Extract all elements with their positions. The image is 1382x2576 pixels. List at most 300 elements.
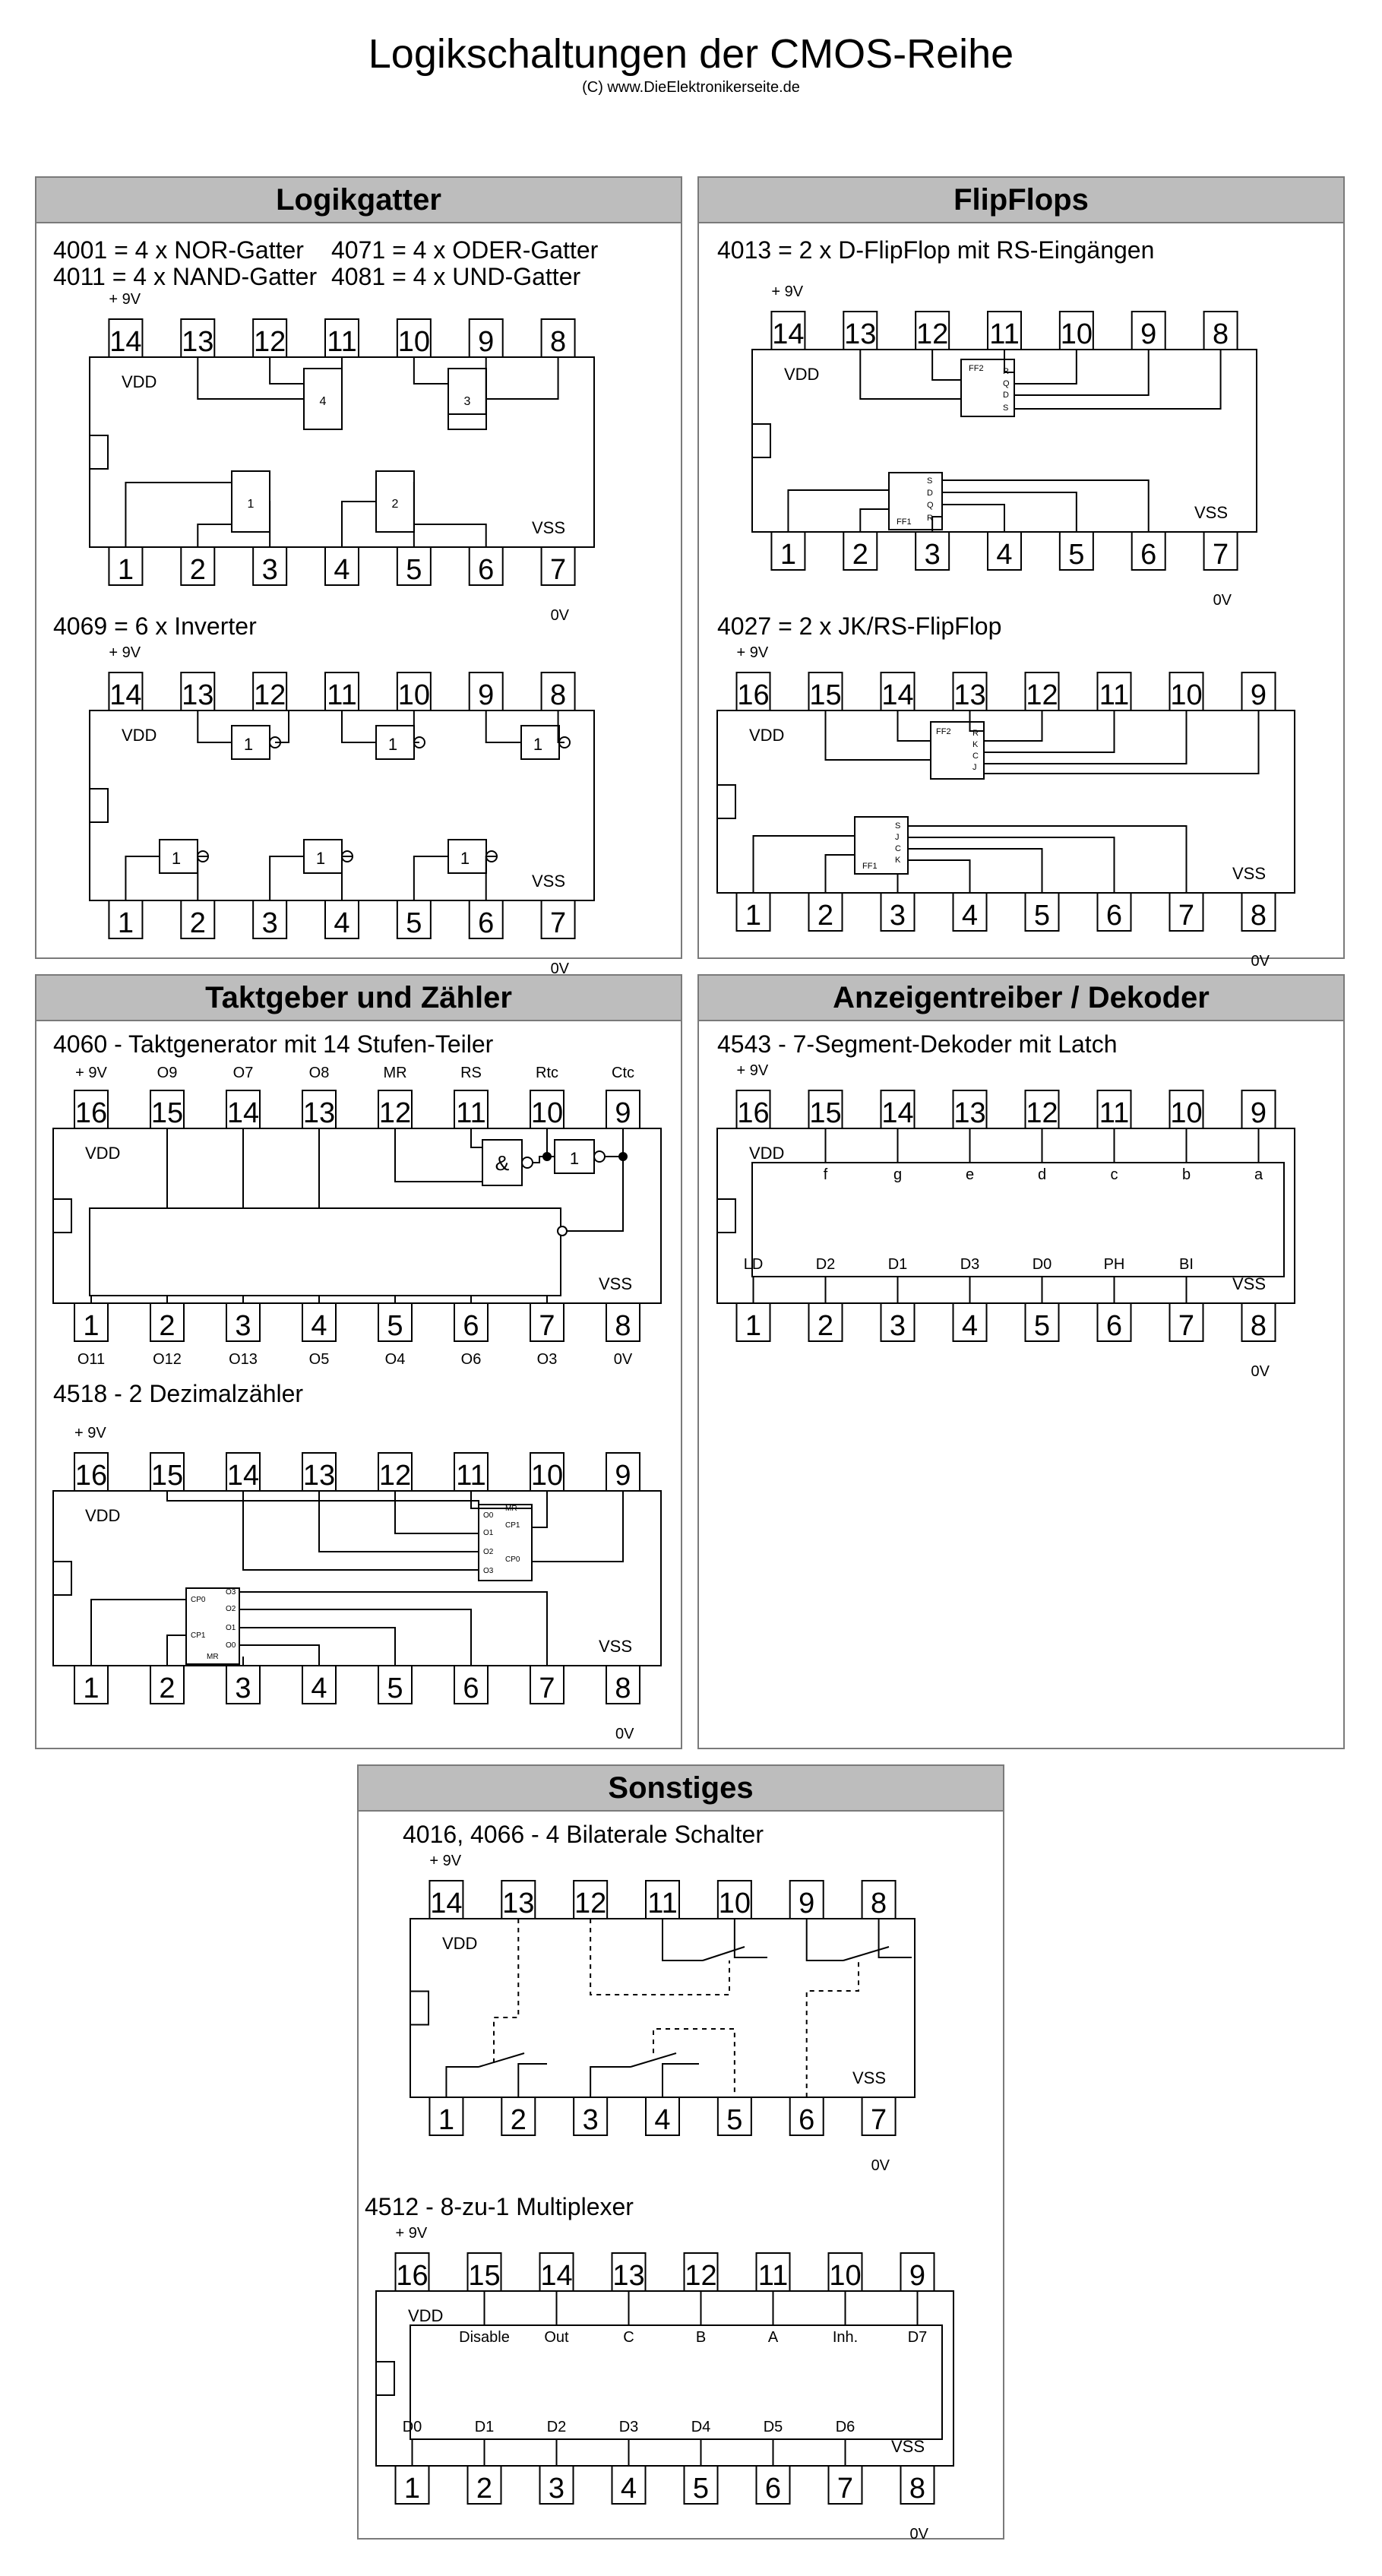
pin-function-label: O13: [229, 1351, 258, 1368]
pin-function-label: O9: [157, 1065, 178, 1081]
ic-notch: [90, 789, 108, 822]
pin-number: 8: [550, 679, 567, 711]
ground-label: 0V: [615, 1726, 634, 1742]
wire: [167, 1635, 186, 1666]
pin-number: 16: [396, 2260, 429, 2292]
pin-number: 2: [476, 2473, 493, 2505]
wire: [590, 1919, 729, 1995]
wire: [342, 856, 353, 900]
pin-number: 2: [189, 907, 206, 939]
chip-title: 4060 - Taktgenerator mit 14 Stufen-Teiler: [53, 1030, 494, 1058]
pin-number: 1: [403, 2473, 421, 2505]
wire: [807, 1960, 859, 2097]
pin-number: 7: [539, 1310, 555, 1342]
ic-notch: [376, 2362, 394, 2395]
pin-function-label: O4: [384, 1351, 406, 1368]
pin-number: 1: [117, 554, 134, 586]
vss-label: VSS: [532, 872, 566, 891]
pin-number: 7: [871, 2104, 887, 2136]
junction-dot: [543, 1153, 551, 1160]
pin-number: 16: [737, 679, 770, 711]
pin-function-label: O7: [232, 1065, 254, 1081]
pin-number: 11: [989, 318, 1020, 350]
ff-pin: S: [895, 821, 901, 831]
wire: [167, 1491, 479, 1516]
pin-number: 9: [1140, 318, 1157, 350]
pin-number: 14: [109, 679, 142, 711]
ff-pin: C: [972, 752, 979, 761]
pin-number: 10: [530, 1097, 564, 1129]
pin-function-label: O3: [536, 1351, 558, 1368]
wire: [984, 710, 1115, 752]
copyright: (C) www.DieElektronikerseite.de: [582, 79, 800, 96]
wire: [843, 1947, 889, 1960]
wire: [908, 837, 1115, 893]
counter-pin: O2: [226, 1605, 236, 1613]
ff-pin: C: [895, 844, 901, 853]
pin-number: 1: [83, 1310, 100, 1342]
ground-label: 0V: [909, 2526, 928, 2543]
chip-title: 4518 - 2 Dezimalzähler: [53, 1380, 304, 1407]
pin-number: 1: [117, 907, 134, 939]
wire: [395, 1128, 482, 1182]
ff-label: FF1: [897, 517, 912, 527]
supply-label: + 9V: [74, 1425, 106, 1441]
inverter-symbol: 1: [533, 735, 543, 754]
pin-number: 4: [961, 1310, 979, 1342]
input-label: LD: [743, 1256, 764, 1273]
ff-pin: R: [927, 514, 933, 523]
input-label: D2: [815, 1256, 836, 1273]
segment-label: e: [965, 1166, 975, 1183]
pin-number: 3: [261, 907, 278, 939]
pin-number: 2: [510, 2104, 527, 2136]
wire: [663, 2064, 684, 2097]
segment-label: b: [1181, 1166, 1191, 1183]
pin-number: 1: [438, 2104, 454, 2136]
pin-number: 13: [502, 1888, 535, 1919]
wire: [414, 357, 448, 384]
input-label: D2: [546, 2419, 567, 2435]
pin-function-label: RS: [460, 1065, 482, 1081]
input-label: B: [695, 2329, 707, 2346]
pin-number: 2: [159, 1310, 176, 1342]
segment-label: a: [1254, 1166, 1263, 1183]
page-title: Logikschaltungen der CMOS-Reihe: [368, 31, 1014, 77]
pin-number: 16: [74, 1460, 108, 1492]
pin-number: 8: [909, 2473, 926, 2505]
pin-number: 15: [809, 1097, 842, 1129]
pin-number: 5: [387, 1673, 403, 1704]
counter-pin: O1: [483, 1529, 494, 1537]
supply-label: + 9V: [109, 644, 141, 661]
pin-number: 4: [311, 1673, 327, 1704]
input-label: D0: [1032, 1256, 1052, 1273]
pin-number: 15: [468, 2260, 501, 2292]
vdd-label: VDD: [122, 372, 157, 391]
ground-label: 0V: [871, 2157, 890, 2174]
wire: [807, 1919, 843, 1960]
pin-number: 5: [692, 2473, 710, 2505]
inverter-symbol: 1: [171, 849, 182, 868]
pin-number: 4: [961, 900, 979, 932]
input-label: D4: [691, 2419, 711, 2435]
pin-number: 7: [1213, 539, 1229, 571]
pin-number: 13: [953, 679, 986, 711]
wire: [471, 1491, 532, 1508]
wire: [826, 855, 855, 893]
vss-label: VSS: [852, 2068, 887, 2087]
pin-number: 5: [726, 2104, 743, 2136]
counter-pin: O2: [483, 1548, 494, 1556]
counter-pin: O1: [226, 1624, 236, 1632]
pin-number: 13: [844, 318, 877, 350]
pin-function-label: O11: [77, 1351, 106, 1368]
ff-label: FF2: [969, 364, 984, 373]
ff-pin: K: [895, 856, 901, 865]
wire: [860, 350, 961, 399]
pin-number: 6: [478, 907, 495, 939]
pin-number: 10: [397, 326, 430, 358]
chip-title: 4071 = 4 x ODER-Gatter: [331, 236, 599, 264]
pin-number: 14: [881, 1097, 914, 1129]
pin-number: 6: [478, 554, 495, 586]
pin-number: 5: [387, 1310, 403, 1342]
pin-number: 12: [378, 1460, 412, 1492]
pin-number: 3: [235, 1310, 251, 1342]
vdd-label: VDD: [749, 726, 785, 745]
pin-number: 13: [302, 1460, 336, 1492]
gate-number: 2: [391, 498, 399, 511]
pin-number: 10: [397, 679, 430, 711]
inverter-symbol: 1: [243, 735, 254, 754]
wire: [486, 710, 521, 742]
pin-number: 10: [1170, 1097, 1203, 1129]
pin-number: 6: [463, 1310, 479, 1342]
inverter-symbol: 1: [387, 735, 398, 754]
wire: [605, 1128, 623, 1157]
pin-number: 2: [817, 900, 834, 932]
wire: [91, 1600, 186, 1666]
pin-number: 13: [953, 1097, 986, 1129]
wire: [239, 1609, 471, 1666]
pin-number: 12: [1026, 1097, 1058, 1129]
vss-label: VSS: [1194, 503, 1229, 522]
pin-number: 11: [757, 2260, 789, 2292]
wire: [414, 524, 486, 547]
pin-function-label: + 9V: [75, 1065, 107, 1081]
pin-number: 11: [327, 679, 357, 711]
pin-number: 2: [189, 554, 206, 586]
pin-number: 13: [182, 326, 214, 358]
panel-title: Sonstiges: [359, 1766, 1003, 1812]
chip-title: 4512 - 8-zu-1 Multiplexer: [365, 2193, 634, 2220]
supply-label: + 9V: [771, 283, 804, 300]
pin-number: 2: [817, 1310, 834, 1342]
wire: [1014, 350, 1221, 409]
pin-number: 9: [478, 326, 495, 358]
pin-number: 14: [226, 1460, 260, 1492]
pin-number: 4: [334, 907, 350, 939]
pin-number: 3: [582, 2104, 599, 2136]
pin-number: 12: [1026, 679, 1058, 711]
wire: [125, 856, 160, 900]
pin-number: 14: [772, 318, 805, 350]
pin-number: 6: [764, 2473, 782, 2505]
pin-number: 14: [430, 1888, 463, 1919]
pin-number: 12: [916, 318, 949, 350]
pin-number: 11: [456, 1097, 486, 1129]
wire: [125, 483, 232, 547]
input-label: D1: [887, 1256, 908, 1273]
ff-pin: R: [1003, 367, 1009, 376]
wire: [198, 710, 232, 742]
input-label: PH: [1103, 1256, 1125, 1273]
pin-number: 9: [615, 1097, 631, 1129]
pin-number: 1: [745, 900, 762, 932]
wire: [239, 1645, 319, 1666]
wire: [243, 1491, 479, 1570]
counter-pin: O0: [483, 1511, 494, 1520]
wire: [860, 509, 889, 532]
wire: [631, 2053, 676, 2067]
input-label: D1: [474, 2419, 495, 2435]
segment-label: d: [1037, 1166, 1047, 1183]
pin-number: 14: [540, 2260, 573, 2292]
supply-label: + 9V: [395, 2225, 428, 2242]
input-label: D6: [835, 2419, 855, 2435]
wire: [518, 2064, 532, 2097]
ic-notch: [53, 1562, 71, 1595]
pin-number: 3: [235, 1673, 251, 1704]
wire: [395, 1491, 479, 1533]
counter-pin: O0: [226, 1641, 236, 1650]
ff-label: FF2: [936, 727, 951, 736]
wire: [984, 710, 1042, 741]
pin-number: 15: [809, 679, 842, 711]
pin-number: 3: [924, 539, 941, 571]
wire: [788, 490, 889, 532]
wire: [879, 1919, 897, 1957]
ff-pin: J: [895, 833, 900, 842]
ground-label: 0V: [1213, 592, 1232, 609]
wire: [342, 710, 376, 742]
pin-number: 5: [1068, 539, 1085, 571]
pin-number: 8: [1250, 1310, 1267, 1342]
ground-label: 0V: [1251, 953, 1270, 970]
counter-pin: CP1: [191, 1631, 206, 1640]
counter-pin: MR: [505, 1505, 517, 1513]
wire: [414, 856, 448, 900]
pin-number: 3: [889, 900, 906, 932]
and-symbol: &: [495, 1151, 510, 1175]
pin-number: 11: [647, 1888, 678, 1919]
pin-number: 7: [1178, 900, 1195, 932]
counter-block: [90, 1208, 561, 1296]
wire: [970, 710, 985, 731]
wire: [942, 480, 1149, 532]
wire: [942, 505, 1004, 532]
pin-number: 4: [996, 539, 1013, 571]
vdd-label: VDD: [784, 365, 820, 384]
pin-number: 15: [150, 1097, 184, 1129]
pin-number: 3: [889, 1310, 906, 1342]
gate-number: 3: [463, 395, 471, 408]
vdd-label: VDD: [442, 1934, 478, 1953]
pin-number: 12: [254, 679, 286, 711]
wire: [984, 710, 1187, 764]
pin-number: 11: [456, 1460, 486, 1492]
input-label: Inh.: [832, 2329, 859, 2346]
wire: [932, 350, 961, 380]
input-label: D7: [907, 2329, 928, 2346]
wire: [908, 849, 1042, 893]
pin-number: 11: [1099, 679, 1130, 711]
pin-number: 1: [745, 1310, 762, 1342]
pin-number: 1: [780, 539, 796, 571]
ground-label: 0V: [1251, 1363, 1270, 1380]
ic-notch: [90, 435, 108, 469]
vss-label: VSS: [599, 1274, 633, 1293]
ff-pin: D: [1003, 391, 1009, 400]
ff-label: FF1: [862, 862, 878, 871]
pin-number: 7: [1178, 1310, 1195, 1342]
pin-number: 7: [550, 554, 567, 586]
ic-body: [717, 710, 1295, 893]
pin-number: 10: [718, 1888, 751, 1919]
pin-number: 2: [852, 539, 868, 571]
ic-notch: [410, 1992, 429, 2025]
pin-number: 9: [909, 2260, 926, 2292]
panel-title: Anzeigentreiber / Dekoder: [699, 976, 1343, 1021]
wire: [1014, 350, 1077, 384]
gate-bubble: [558, 1226, 567, 1236]
pin-number: 6: [463, 1673, 479, 1704]
pin-number: 9: [1250, 1097, 1267, 1129]
segment-label: f: [823, 1166, 828, 1183]
pin-number: 4: [334, 554, 350, 586]
pin-function-label: O5: [308, 1351, 330, 1368]
ff-pin: S: [1003, 403, 1009, 413]
input-label: D3: [618, 2419, 639, 2435]
pin-number: 13: [182, 679, 214, 711]
pin-number: 13: [302, 1097, 336, 1129]
chip-title: 4013 = 2 x D-FlipFlop mit RS-Eingängen: [717, 236, 1155, 264]
wire: [663, 1919, 703, 1960]
pin-number: 6: [1105, 900, 1123, 932]
ff-pin: D: [927, 489, 933, 498]
panel-title: Taktgeber und Zähler: [36, 976, 681, 1021]
pin-function-label: MR: [383, 1065, 407, 1081]
ic-notch: [717, 785, 735, 818]
gate-number: 1: [247, 498, 255, 511]
wire: [198, 524, 232, 547]
pin-number: 7: [550, 907, 567, 939]
input-label: D3: [960, 1256, 980, 1273]
pin-number: 14: [226, 1097, 260, 1129]
counter-pin: O3: [483, 1567, 494, 1575]
wire: [1014, 350, 1149, 395]
chip-title: 4011 = 4 x NAND-Gatter: [53, 263, 318, 290]
pin-function-label: O12: [153, 1351, 182, 1368]
wire: [735, 1919, 767, 1957]
chip-title: 4027 = 2 x JK/RS-FlipFlop: [717, 612, 1002, 640]
inverter-symbol: 1: [569, 1149, 580, 1168]
wire: [754, 836, 855, 893]
wire: [198, 357, 304, 399]
pin-number: 16: [737, 1097, 770, 1129]
ground-label: 0V: [550, 607, 570, 624]
counter-pin: O3: [226, 1588, 236, 1597]
pin-number: 10: [530, 1460, 564, 1492]
wire: [486, 856, 497, 900]
gate-bubble: [594, 1151, 605, 1162]
chip-title: 4081 = 4 x UND-Gatter: [331, 263, 581, 290]
input-label: D0: [402, 2419, 422, 2435]
pin-number: 14: [881, 679, 914, 711]
pin-number: 12: [685, 2260, 717, 2292]
pin-number: 10: [829, 2260, 862, 2292]
counter-pin: CP0: [505, 1555, 520, 1564]
pin-number: 9: [615, 1460, 631, 1492]
pin-number: 12: [254, 326, 286, 358]
pin-number: 6: [1105, 1310, 1123, 1342]
ic-body: [53, 1491, 661, 1666]
pin-function-label: 0V: [613, 1351, 633, 1368]
pin-number: 1: [83, 1673, 100, 1704]
pin-number: 11: [1099, 1097, 1130, 1129]
panel-title: FlipFlops: [699, 178, 1343, 223]
pin-number: 11: [327, 326, 357, 358]
chip-title: 4001 = 4 x NOR-Gatter: [53, 236, 304, 264]
pin-number: 12: [574, 1888, 607, 1919]
wire: [446, 2067, 479, 2097]
pin-function-label: Ctc: [612, 1065, 634, 1081]
wire: [494, 1919, 518, 2067]
vss-label: VSS: [891, 2437, 925, 2456]
supply-label: + 9V: [736, 644, 769, 661]
pin-function-label: Rtc: [536, 1065, 558, 1081]
inverter-symbol: 1: [315, 849, 326, 868]
pin-number: 4: [654, 2104, 671, 2136]
pin-number: 8: [1213, 318, 1229, 350]
vss-label: VSS: [1232, 1274, 1267, 1293]
ff-pin: S: [927, 476, 933, 486]
pin-number: 14: [109, 326, 142, 358]
supply-label: + 9V: [109, 291, 141, 308]
input-label: Disable: [459, 2329, 510, 2346]
input-label: Out: [544, 2329, 569, 2346]
pin-number: 5: [406, 554, 422, 586]
gate-bubble: [522, 1157, 533, 1168]
wire: [239, 1592, 547, 1666]
pin-number: 4: [620, 2473, 637, 2505]
ff-pin: R: [972, 729, 979, 738]
pin-number: 5: [1033, 900, 1051, 932]
vss-label: VSS: [532, 518, 566, 537]
pin-number: 6: [799, 2104, 815, 2136]
wire: [590, 2067, 631, 2097]
pin-number: 8: [615, 1310, 631, 1342]
wire: [486, 357, 558, 399]
wire: [270, 856, 304, 900]
wire: [198, 856, 208, 900]
counter-pin: CP0: [191, 1596, 206, 1604]
wire: [270, 357, 304, 384]
input-label: C: [623, 2329, 634, 2346]
pin-number: 3: [548, 2473, 565, 2505]
pin-number: 10: [1170, 679, 1203, 711]
